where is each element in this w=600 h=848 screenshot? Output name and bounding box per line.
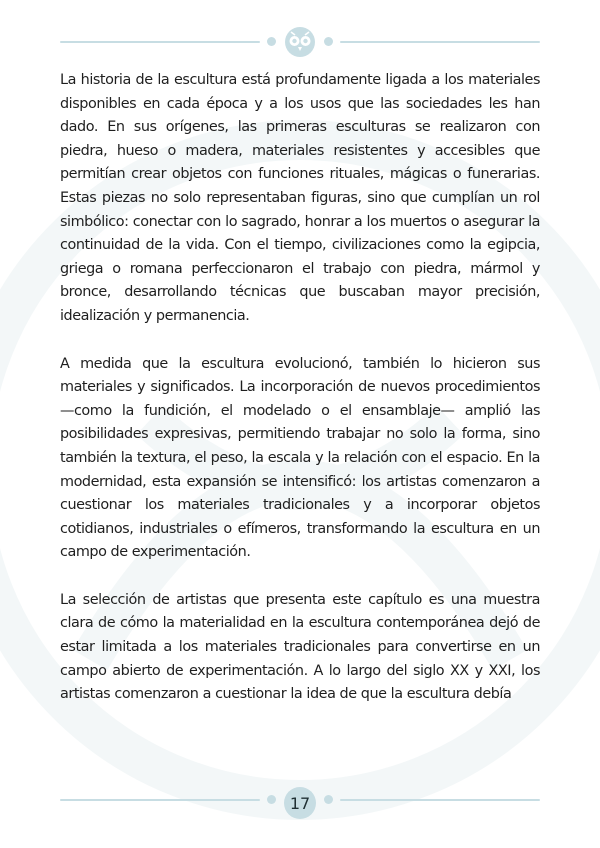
- paragraph-3: La selección de artistas que presenta este capítulo es una muestra clara de cómo la materialidad en la escultura contemporánea dejó de estar limitada a los materiales tradicionales para convertirse en un campo abierto de experimentación. A lo largo del siglo XX y XXI, los artistas comenzaron a cuestionar la idea de que la escultura debía: [60, 591, 540, 703]
- body-text: [60, 69, 540, 731]
- paragraph-1: La historia de la escultura está profundamente ligada a los materiales disponibles en cada época y a los usos que las sociedades les han dado. En sus orígenes, las primeras esculturas se realizaron con piedra, hueso o madera, materiales resistentes y accesibles que permitían crear objetos con funciones rituales, mágicas o funerarias. Estas piezas no solo representaban figuras, sino que cumplían un rol simbólico: conectar con lo sagrado, honrar a los muertos o asegurar la continuidad de la vida. Con el tiempo, civilizaciones como la egipcia, griega o romana perfeccionaron el trabajo con piedra, mármol y bronce, desarrollando técnicas que buscaban mayor precisión, idealización y permanencia.: [60, 72, 540, 324]
- paragraph-2: A medida que la escultura evolucionó, también lo hicieron sus materiales y significados. La incorporación de nuevos procedimientos —como la fundición, el modelado o el ensamblaje— amplió las posibilidades expresivas, permitiendo trabajar no solo la forma, sino también la textura, el peso, la escala y la relación con el espacio. En la modernidad, esta expansión se intensificó: los artistas comenzaron a cuestionar los materiales tradicionales y a incorporar objetos cotidianos, industriales o efímeros, transformando la escultura en un campo de experimentación.: [60, 355, 540, 561]
- page-number: 17: [284, 787, 316, 819]
- divider-line-left: [60, 799, 260, 801]
- divider-dot-left: [267, 37, 276, 46]
- header-divider: [60, 32, 540, 52]
- owl-emblem-icon: [283, 26, 317, 58]
- divider-line-left: [60, 41, 260, 43]
- divider-dot-left: [267, 795, 276, 804]
- divider-dot-right: [324, 795, 333, 804]
- divider-line-right: [340, 799, 540, 801]
- divider-dot-right: [324, 37, 333, 46]
- divider-line-right: [340, 41, 540, 43]
